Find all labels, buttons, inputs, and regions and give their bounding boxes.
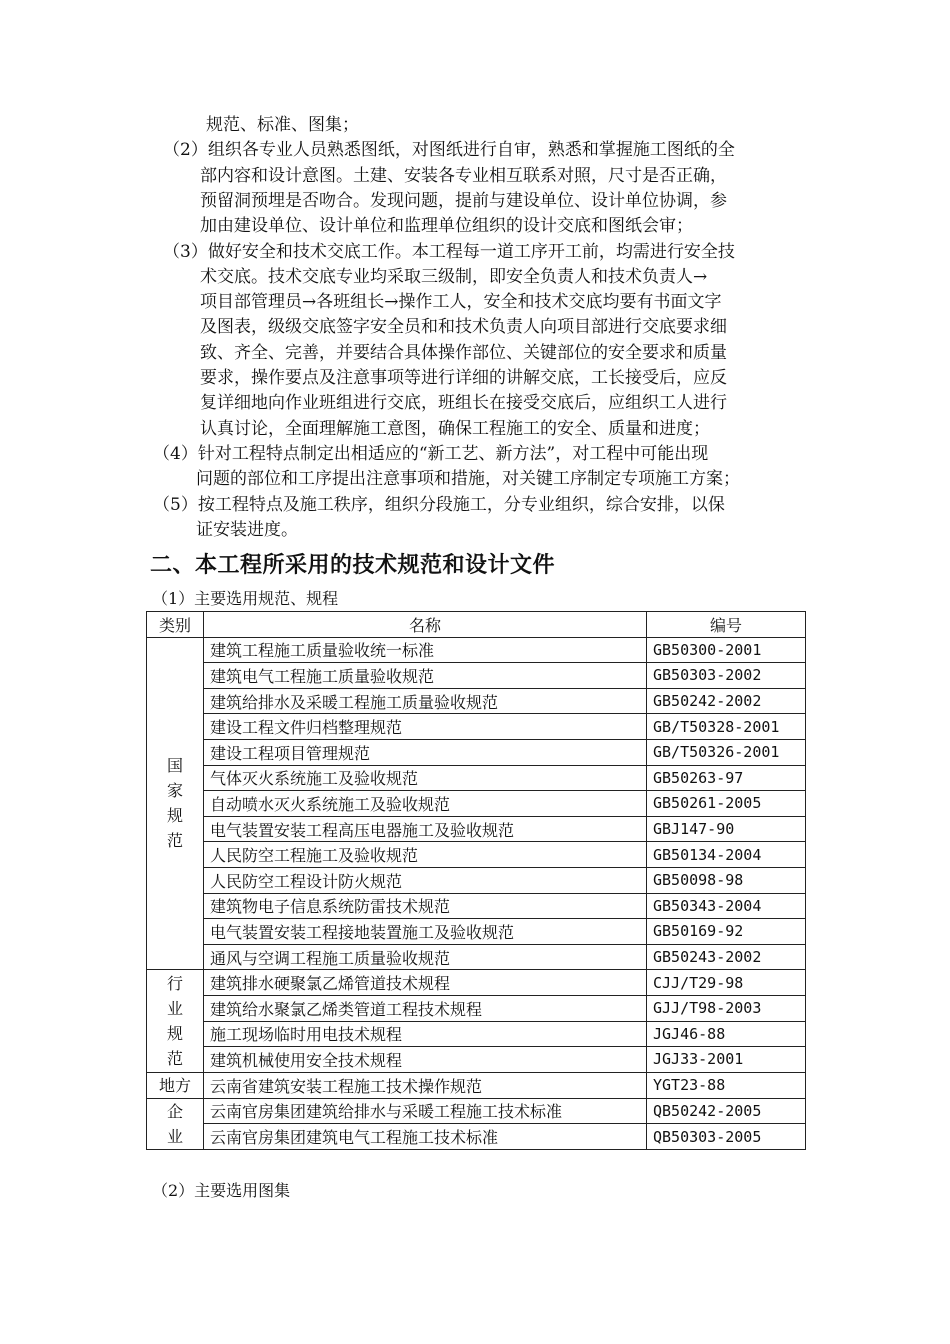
paragraph-line: 及图表，级级交底签字安全员和和技术负责人向项目部进行交底要求细 <box>200 317 727 338</box>
paragraph-line: 复详细地向作业班组进行交底，班组长在接受交底后，应组织工人进行 <box>200 393 727 414</box>
table-row <box>147 663 806 689</box>
table-row <box>147 637 806 663</box>
paragraph-line: 部内容和设计意图。土建、安装各专业相互联系对照，尺寸是否正确， <box>200 165 727 186</box>
paragraph-line: 证安装进度。 <box>196 519 298 540</box>
section-heading: 二、本工程所采用的技术规范和设计文件 <box>150 553 556 578</box>
paragraph-line: 加由建设单位、设计单位和监理单位组织的设计交底和图纸会审； <box>200 216 693 237</box>
standard-code-cell: GB50263-97 <box>647 765 806 791</box>
table-row <box>147 1072 806 1098</box>
standard-code-cell: GJJ/T98-2003 <box>647 995 806 1021</box>
table-row <box>147 995 806 1021</box>
paragraph-line: （5）按工程特点及施工秩序，组织分段施工，分专业组织，综合安排，以保 <box>153 494 725 515</box>
category-cell: 国家规范 <box>147 637 204 970</box>
table-row <box>147 765 806 791</box>
standard-name-cell: 建筑排水硬聚氯乙烯管道技术规程 <box>204 970 647 996</box>
table-header-row <box>147 612 806 638</box>
paragraph-line: （2）组织各专业人员熟悉图纸，对图纸进行自审，熟悉和掌握施工图纸的全 <box>163 140 735 161</box>
standard-code-cell: GB/T50328-2001 <box>647 714 806 740</box>
standard-code-cell: QB50242-2005 <box>647 1098 806 1124</box>
standard-code-cell: JGJ46-88 <box>647 1021 806 1047</box>
table-row <box>147 893 806 919</box>
category-cell: 企业 <box>147 1098 204 1149</box>
paragraph-line: 要求，操作要点及注意事项等进行详细的讲解交底，工长接受后，应反 <box>200 368 727 388</box>
standard-code-cell: CJJ/T29-98 <box>647 970 806 996</box>
paragraph-line: 预留洞预埋是否吻合。发现问题，提前与建设单位、设计单位协调，参 <box>200 190 727 211</box>
table-row <box>147 867 806 893</box>
paragraph-line: 致、齐全、完善，并要结合具体操作部位、关键部位的安全要求和质量 <box>200 342 727 363</box>
table-row <box>147 816 806 842</box>
standard-name-cell: 建筑电气工程施工质量验收规范 <box>204 663 647 689</box>
standard-code-cell: GB50169-92 <box>647 919 806 945</box>
standard-name-cell: 建筑机械使用安全技术规程 <box>204 1047 647 1073</box>
standard-code-cell: GB50300-2001 <box>647 637 806 663</box>
table-row <box>147 1098 806 1124</box>
standard-code-cell: GBJ147-90 <box>647 816 806 842</box>
table-row <box>147 1021 806 1047</box>
table-row <box>147 970 806 996</box>
table-row <box>147 1124 806 1150</box>
paragraph-line: 项目部管理员→各班组长→操作工人，安全和技术交底均要有书面文字 <box>200 292 722 313</box>
standard-name-cell: 人民防空工程施工及验收规范 <box>204 842 647 868</box>
table-row <box>147 944 806 970</box>
category-cell: 地方 <box>147 1072 204 1098</box>
paragraph-line: 认真讨论，全面理解施工意图，确保工程施工的安全、质量和进度； <box>200 418 710 439</box>
caption-standards: （1）主要选用规范、规程 <box>152 589 339 608</box>
standard-code-cell: GB/T50326-2001 <box>647 739 806 765</box>
table-row <box>147 791 806 817</box>
standard-code-cell: JGJ33-2001 <box>647 1047 806 1073</box>
standard-name-cell: 建筑工程施工质量验收统一标准 <box>204 637 647 663</box>
standard-code-cell: QB50303-2005 <box>647 1124 806 1150</box>
standards-table <box>146 611 806 1150</box>
standard-code-cell: GB50098-98 <box>647 867 806 893</box>
header-code: 编号 <box>647 612 806 638</box>
standard-name-cell: 气体灭火系统施工及验收规范 <box>204 765 647 791</box>
standard-name-cell: 人民防空工程设计防火规范 <box>204 867 647 893</box>
standard-code-cell: GB50242-2002 <box>647 688 806 714</box>
standard-code-cell: GB50343-2004 <box>647 893 806 919</box>
standard-name-cell: 建筑给水聚氯乙烯类管道工程技术规程 <box>204 995 647 1021</box>
standard-name-cell: 建筑给排水及采暖工程施工质量验收规范 <box>204 688 647 714</box>
paragraph-line: 术交底。技术交底专业均采取三级制，即安全负责人和技术负责人→ <box>200 266 708 287</box>
table-row <box>147 842 806 868</box>
paragraph-line: （3）做好安全和技术交底工作。本工程每一道工序开工前，均需进行安全技 <box>163 241 735 262</box>
standard-name-cell: 电气装置安装工程接地装置施工及验收规范 <box>204 919 647 945</box>
standard-name-cell: 施工现场临时用电技术规程 <box>204 1021 647 1047</box>
header-category: 类别 <box>147 612 204 638</box>
standard-name-cell: 通风与空调工程施工质量验收规范 <box>204 944 647 970</box>
standard-code-cell: GB50243-2002 <box>647 944 806 970</box>
standard-name-cell: 电气装置安装工程高压电器施工及验收规范 <box>204 816 647 842</box>
standard-name-cell: 自动喷水灭火系统施工及验收规范 <box>204 791 647 817</box>
standard-name-cell: 建筑物电子信息系统防雷技术规范 <box>204 893 647 919</box>
category-cell: 行业规范 <box>147 970 204 1072</box>
paragraph-line: 规范、标准、图集； <box>206 115 359 135</box>
header-name: 名称 <box>204 612 647 638</box>
table-row <box>147 688 806 714</box>
caption-atlases: （2）主要选用图集 <box>152 1181 291 1200</box>
standard-name-cell: 建设工程文件归档整理规范 <box>204 714 647 740</box>
paragraph-line: 问题的部位和工序提出注意事项和措施，对关键工序制定专项施工方案； <box>196 469 740 490</box>
standard-code-cell: GB50134-2004 <box>647 842 806 868</box>
standard-name-cell: 建设工程项目管理规范 <box>204 739 647 765</box>
table-row <box>147 919 806 945</box>
standard-code-cell: GB50261-2005 <box>647 791 806 817</box>
table-row <box>147 714 806 740</box>
table-row <box>147 739 806 765</box>
table-row <box>147 1047 806 1073</box>
standard-name-cell: 云南官房集团建筑电气工程施工技术标准 <box>204 1124 647 1150</box>
standard-name-cell: 云南省建筑安装工程施工技术操作规范 <box>204 1072 647 1098</box>
standard-code-cell: YGT23-88 <box>647 1072 806 1098</box>
standard-code-cell: GB50303-2002 <box>647 663 806 689</box>
paragraph-line: （4）针对工程特点制定出相适应的“新工艺、新方法”，对工程中可能出现 <box>153 443 709 464</box>
standard-name-cell: 云南官房集团建筑给排水与采暖工程施工技术标准 <box>204 1098 647 1124</box>
